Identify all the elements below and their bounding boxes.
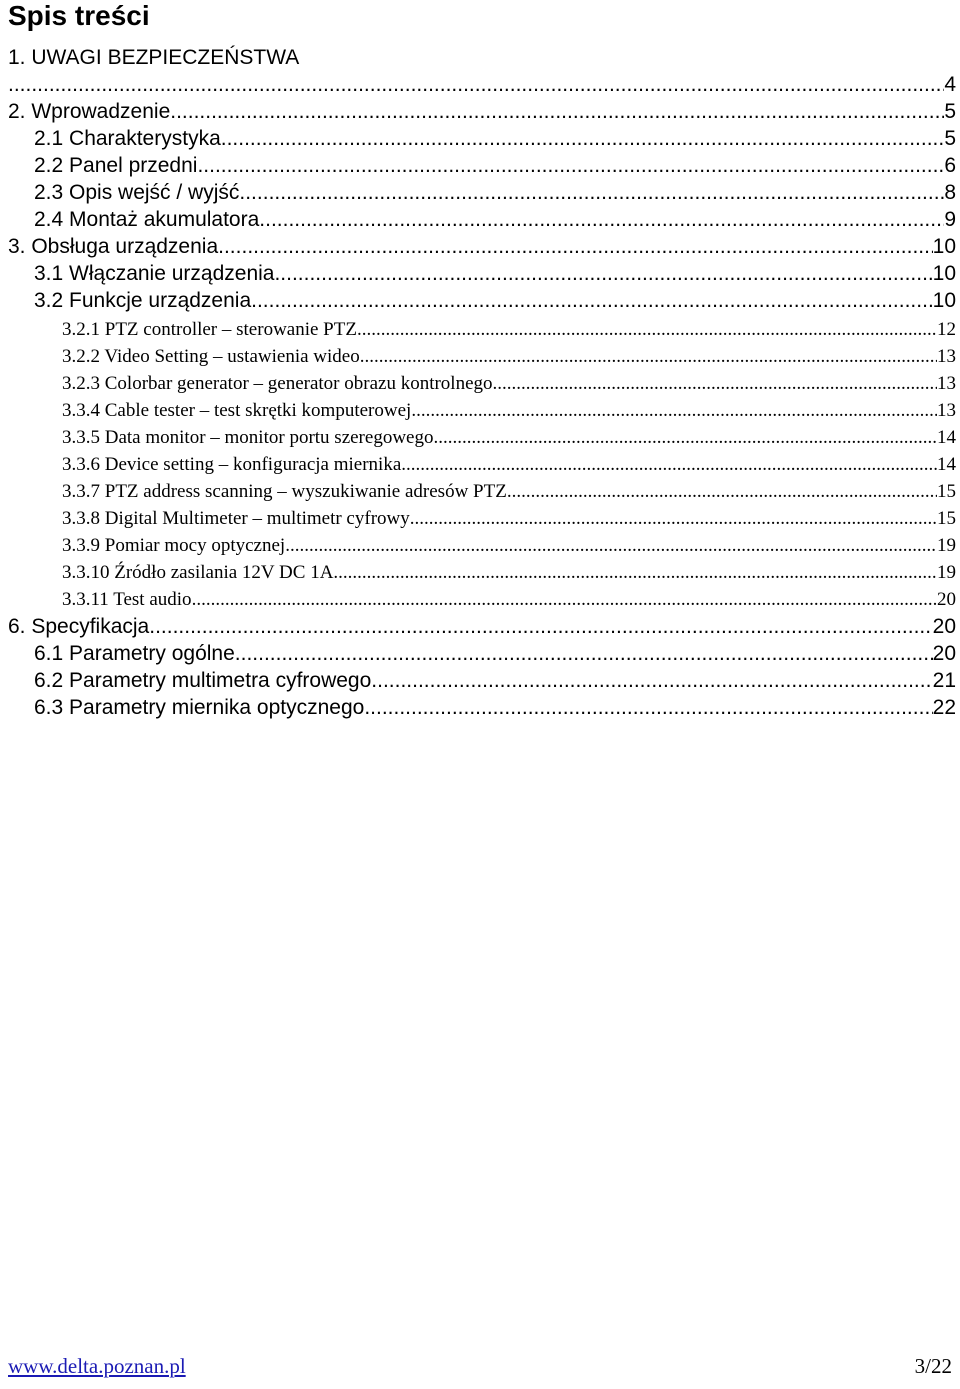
toc-entry-text: 3.3.7 PTZ address scanning – wyszukiwanie adresów PTZ <box>62 481 507 502</box>
toc-entry-wprowadzenie[interactable] <box>8 99 956 125</box>
toc-page-number: 4 <box>944 73 956 96</box>
toc-entry-text: 3.1 Włączanie urządzenia <box>34 262 275 285</box>
dot-leader <box>170 99 944 125</box>
toc-entry-text: 6.3 Parametry miernika optycznego <box>34 696 365 719</box>
toc-entry-text: 2.2 Panel przedni <box>34 154 198 177</box>
toc-entry-text: 6.2 Parametry multimetra cyfrowego <box>34 669 372 692</box>
toc-entry-text: 2. Wprowadzenie <box>8 100 171 123</box>
toc-page-number: 5 <box>944 127 956 150</box>
toc-page-number: 15 <box>937 481 956 502</box>
toc-page-number: 6 <box>944 154 956 177</box>
toc-page-number: 20 <box>932 615 956 638</box>
toc-entry-text: 2.3 Opis wejść / wyjść <box>34 181 240 204</box>
toc-entry-text: 3.2.1 PTZ controller – sterowanie PTZ <box>62 319 357 340</box>
toc-entry-colorbar[interactable] <box>62 371 956 397</box>
toc-entry-text: 2.4 Montaż akumulatora <box>34 208 260 231</box>
dot-leader <box>401 452 937 478</box>
toc-entry-text: 2.1 Charakterystyka <box>34 127 221 150</box>
dot-leader <box>218 234 933 260</box>
toc-entry-video-setting[interactable] <box>62 344 956 370</box>
dot-leader <box>360 344 937 370</box>
toc-page-number: 14 <box>937 427 956 448</box>
toc-entry-pomiar-mocy[interactable] <box>62 533 956 559</box>
dot-leader <box>333 560 937 586</box>
dot-leader <box>410 506 937 532</box>
toc-entry-obsluga[interactable] <box>8 234 956 260</box>
toc-entry-charakterystyka[interactable] <box>34 126 956 152</box>
toc-page-number: 13 <box>937 373 956 394</box>
toc-page-number: 19 <box>937 562 956 583</box>
toc-page-number: 13 <box>937 400 956 421</box>
toc-entry-data-monitor[interactable] <box>62 425 956 451</box>
toc-entry-cable-tester[interactable] <box>62 398 956 424</box>
dot-leader <box>197 153 944 179</box>
toc-page-number: 13 <box>937 346 956 367</box>
dot-leader <box>364 695 932 721</box>
toc-entry-parametry-miernika[interactable] <box>34 695 956 721</box>
dot-leader <box>411 398 937 424</box>
dot-leader <box>493 371 937 397</box>
toc-entry-text: 3.2.2 Video Setting – ustawienia wideo <box>62 346 360 367</box>
toc-entry-montaz[interactable] <box>34 207 956 233</box>
toc-page-number: 8 <box>944 181 956 204</box>
dot-leader <box>433 425 937 451</box>
toc-page-number: 5 <box>944 100 956 123</box>
toc-page-number: 9 <box>944 208 956 231</box>
toc-page-number: 10 <box>932 289 956 312</box>
toc-entry-device-setting[interactable] <box>62 452 956 478</box>
toc-entry-text: 3.3.11 Test audio <box>62 589 192 610</box>
toc-entry-multimeter[interactable] <box>62 506 956 532</box>
toc-entry-text: 6. Specyfikacja <box>8 615 150 638</box>
toc-entry-parametry-multimetra[interactable] <box>34 668 956 694</box>
page-title: Spis treści <box>8 0 150 31</box>
toc-entry-text: 3.2 Funkcje urządzenia <box>34 289 252 312</box>
toc-entry-specyfikacja[interactable] <box>8 614 956 640</box>
toc-entry-zrodlo-zasilania[interactable] <box>62 560 956 586</box>
dot-leader <box>371 668 932 694</box>
dot-leader <box>8 72 944 98</box>
dot-leader <box>192 587 937 613</box>
dot-leader <box>274 261 932 287</box>
dot-leader <box>357 317 937 343</box>
toc-entry-text: 3.3.6 Device setting – konfiguracja miernika <box>62 454 402 475</box>
toc-page-number: 21 <box>932 669 956 692</box>
dot-leader <box>149 614 932 640</box>
toc-entry-text: 3.2.3 Colorbar generator – generator obrazu kontrolnego <box>62 373 493 394</box>
toc-entry-ptz-controller[interactable] <box>62 317 956 343</box>
toc-entry-wlaczanie[interactable] <box>34 261 956 287</box>
toc-entry-uwagi[interactable] <box>8 72 956 98</box>
dot-leader <box>251 288 933 314</box>
dot-leader <box>285 533 937 559</box>
dot-leader <box>235 641 933 667</box>
toc-page-number: 10 <box>932 262 956 285</box>
toc-page-number: 10 <box>932 235 956 258</box>
toc-page-number: 14 <box>937 454 956 475</box>
toc-entry-panel-przedni[interactable] <box>34 153 956 179</box>
toc-page-number: 22 <box>932 696 956 719</box>
toc-page-number: 15 <box>937 508 956 529</box>
toc-entry-text: 6.1 Parametry ogólne <box>34 642 235 665</box>
dot-leader <box>507 479 937 505</box>
toc-entry-text: 3.3.8 Digital Multimeter – multimetr cyfrowy <box>62 508 410 529</box>
toc-entry-text: 3. Obsługa urządzenia <box>8 235 219 258</box>
footer-website-link[interactable]: www.delta.poznan.pl <box>8 1354 186 1378</box>
toc-entry-opis-wejsc[interactable] <box>34 180 956 206</box>
toc-page-number: 20 <box>937 589 956 610</box>
toc-entry-parametry-ogolne[interactable] <box>34 641 956 667</box>
toc-entry-test-audio[interactable] <box>62 587 956 613</box>
toc-entry-text: 3.3.9 Pomiar mocy optycznej <box>62 535 286 556</box>
dot-leader <box>221 126 945 152</box>
toc-entry-text: 3.3.10 Źródło zasilania 12V DC 1A <box>62 562 334 583</box>
toc-page-number: 12 <box>937 319 956 340</box>
toc-page-number: 19 <box>937 535 956 556</box>
toc-entry-text: 3.3.5 Data monitor – monitor portu szeregowego <box>62 427 434 448</box>
dot-leader <box>259 207 944 233</box>
toc-entry-ptz-address[interactable] <box>62 479 956 505</box>
toc-page-number: 20 <box>932 642 956 665</box>
toc-entry-uwagi-title: 1. UWAGI BEZPIECZEŃSTWA <box>8 46 300 69</box>
footer-page-number: 3/22 <box>914 1354 952 1378</box>
toc-entry-text: 3.3.4 Cable tester – test skrętki komputerowej <box>62 400 412 421</box>
toc-entry-funkcje[interactable] <box>34 288 956 314</box>
dot-leader <box>239 180 944 206</box>
